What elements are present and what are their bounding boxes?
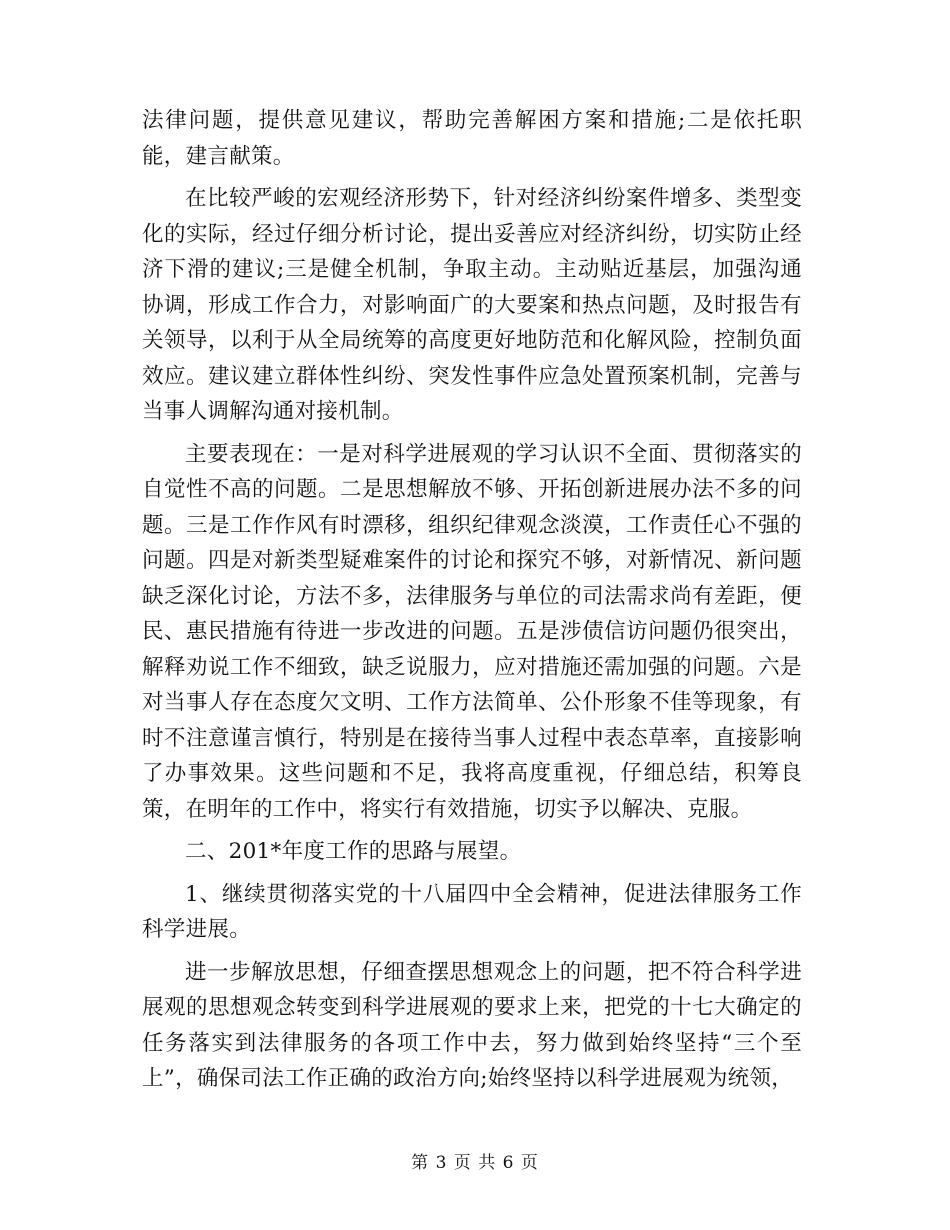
- document-body: [142, 103, 802, 1104]
- page-number-footer: 第 3 页 共 6 页: [411, 1153, 539, 1173]
- paragraph-3: 主要表现在：一是对科学进展观的学习认识不全面、贯彻落实的自觉性不高的问题。二是思想解放不够、开拓创新进展办法不多的问题。三是工作作风有时漂移，组织纪律观念淡漠，工作责任心不强的问题。四是对新类型疑难案件的讨论和探究不够，对新情况、新问题缺乏深化讨论，方法不多，法律服务与单位的司法需求尚有差距，便民、惠民措施有待进一步改进的问题。五是涉债信访问题仍很突出，解释劝说工作不细致，缺乏说服力，应对措施还需加强的问题。六是对当事人存在态度欠文明、工作方法简单、公仆形象不佳等现象，有时不注意谨言慎行，特别是在接待当事人过程中表态草率，直接影响了办事效果。这些问题和不足，我将高度重视，仔细总结，积筹良策，在明年的工作中，将实行有效措施，切实予以解决、克服。: [142, 441, 802, 822]
- subsection-heading: 1、继续贯彻落实党的十八届四中全会精神，促进法律服务工作科学进展。: [142, 881, 802, 942]
- section-heading: 二、201*年度工作的思路与展望。: [185, 839, 522, 864]
- paragraph-6: 进一步解放思想，仔细查摆思想观念上的问题，把不符合科学进展观的思想观念转变到科学进展观的要求上来，把党的十七大确定的任务落实到法律服务的各项工作中去，努力做到始终坚持“三个至上”，确保司法工作正确的政治方向;始终坚持以科学进展观为统领，: [142, 959, 802, 1091]
- paragraph-1: 法律问题，提供意见建议，帮助完善解困方案和措施;二是依托职能，建言献策。: [142, 108, 802, 169]
- paragraph-2: 在比较严峻的宏观经济形势下，针对经济纠纷案件增多、类型变化的实际，经过仔细分析讨论，提出妥善应对经济纠纷，切实防止经济下滑的建议;三是健全机制，争取主动。主动贴近基层，加强沟通协调，形成工作合力，对影响面广的大要案和热点问题，及时报告有关领导，以利于从全局统筹的高度更好地防范和化解风险，控制负面效应。建议建立群体性纠纷、突发性事件应急处置预案机制，完善与当事人调解沟通对接机制。: [142, 186, 802, 424]
